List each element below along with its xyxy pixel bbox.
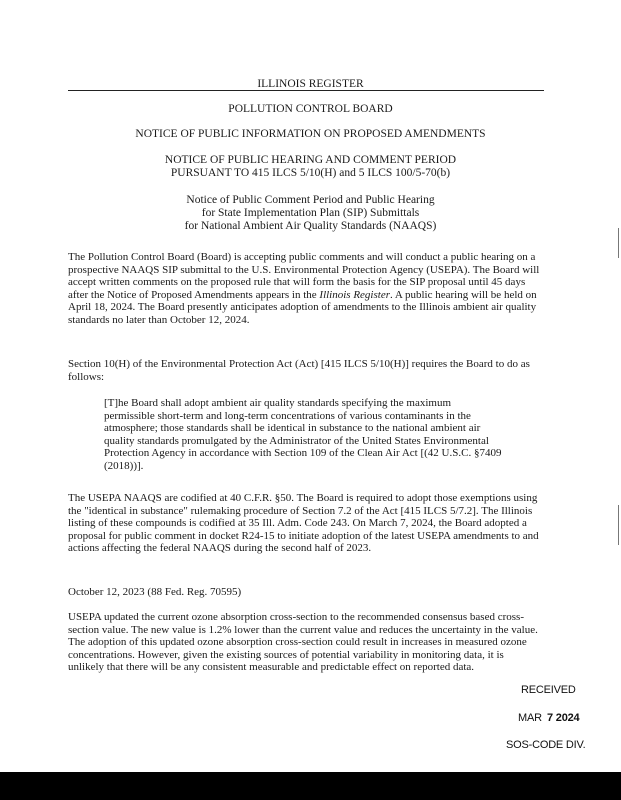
hearing-notice-line2: PURSUANT TO 415 ILCS 5/10(H) and 5 ILCS 100/5-70(b) (170, 167, 451, 179)
received-stamp: RECEIVED (521, 684, 576, 696)
block-quote: [T]he Board shall adopt ambient air quality standards specifying the maximum permissible short-term and long-term concentrations of various contaminants in the atmosphere; those standards shall be identical in substance to the national ambient air quality standards promulgated by the Administrator of the United States Environmental Protection Agency in accordance with Section 109 of the Clean Air Act [(42 U.S.C. §7409 (2018))]. (104, 397, 502, 472)
register-title: ILLINOIS REGISTER (257, 78, 364, 90)
stamp-office: SOS-CODE DIV. (506, 739, 586, 751)
stamp-date: 7 2024 (547, 712, 580, 724)
illinois-register-italic: Illinois Register (319, 288, 390, 301)
scan-edge-mark-top (618, 228, 619, 258)
subtitle-line3: for National Ambient Air Quality Standards (NAAQS) (184, 220, 437, 232)
paragraph-fed-reg-date: October 12, 2023 (88 Fed. Reg. 70595) (68, 586, 242, 598)
paragraph-intro-text-a: The Pollution Control Board (Board) is accepting public comments and will conduct a public hearing on a prospective NAAQS SIP submittal to the U.S. Environmental Protection Agency (USEPA). The Board will accept written comments on the proposed rule that will form the basis for the SIP proposal until 45 days after the Notice of Proposed Amendments appears in the (68, 251, 540, 301)
subtitle-line2: for State Implementation Plan (SIP) Submittals (201, 207, 420, 219)
notice-title: NOTICE OF PUBLIC INFORMATION ON PROPOSED AMENDMENTS (135, 128, 486, 140)
scan-edge-mark-middle (618, 505, 619, 545)
subtitle-line1: Notice of Public Comment Period and Public Hearing (186, 194, 435, 206)
hearing-notice-line1: NOTICE OF PUBLIC HEARING AND COMMENT PERIOD (164, 154, 457, 166)
paragraph-intro (68, 251, 544, 327)
paragraph-intro-text-b: . A public hearing will be held on April 18, 2024. The Board presently anticipates adoption of amendments to the Illinois ambient air quality standards no later than October 12, 2024. (68, 288, 537, 326)
header-rule (68, 90, 544, 91)
board-name: POLLUTION CONTROL BOARD (228, 103, 393, 115)
paragraph-usepa-naaqs: The USEPA NAAQS are codified at 40 C.F.R. §50. The Board is required to adopt those exemptions using the "identical in substance" rulemaking procedure of Section 7.2 of the Act [415 ILCS 5/7.2]. The Illinois listing of these compounds is codified at 35 Ill. Adm. Code 243. On March 7, 2024, the Board adopted a proposal for public comment in docket R24-15 to initiate adoption of the latest USEPA amendments to and actions affecting the federal NAAQS during the second half of 2023. (68, 492, 539, 555)
scan-bottom-bar (0, 772, 621, 800)
paragraph-section-10h: Section 10(H) of the Environmental Protection Act (Act) [415 ILCS 5/10(H)] requires the Board to do as follows: (68, 358, 530, 383)
paragraph-ozone-update: USEPA updated the current ozone absorption cross-section to the recommended consensus based cross-section value. The new value is 1.2% lower than the current value and reduces the uncertainty in the value. The adoption of this updated ozone absorption cross-section could result in increases in measured ozone concentrations. However, given the existing sources of potential variability in monitoring data, it is unlikely that there will be any consistent measurable and predictable effect on reported data. (68, 611, 538, 674)
stamp-month: MAR (518, 712, 542, 724)
